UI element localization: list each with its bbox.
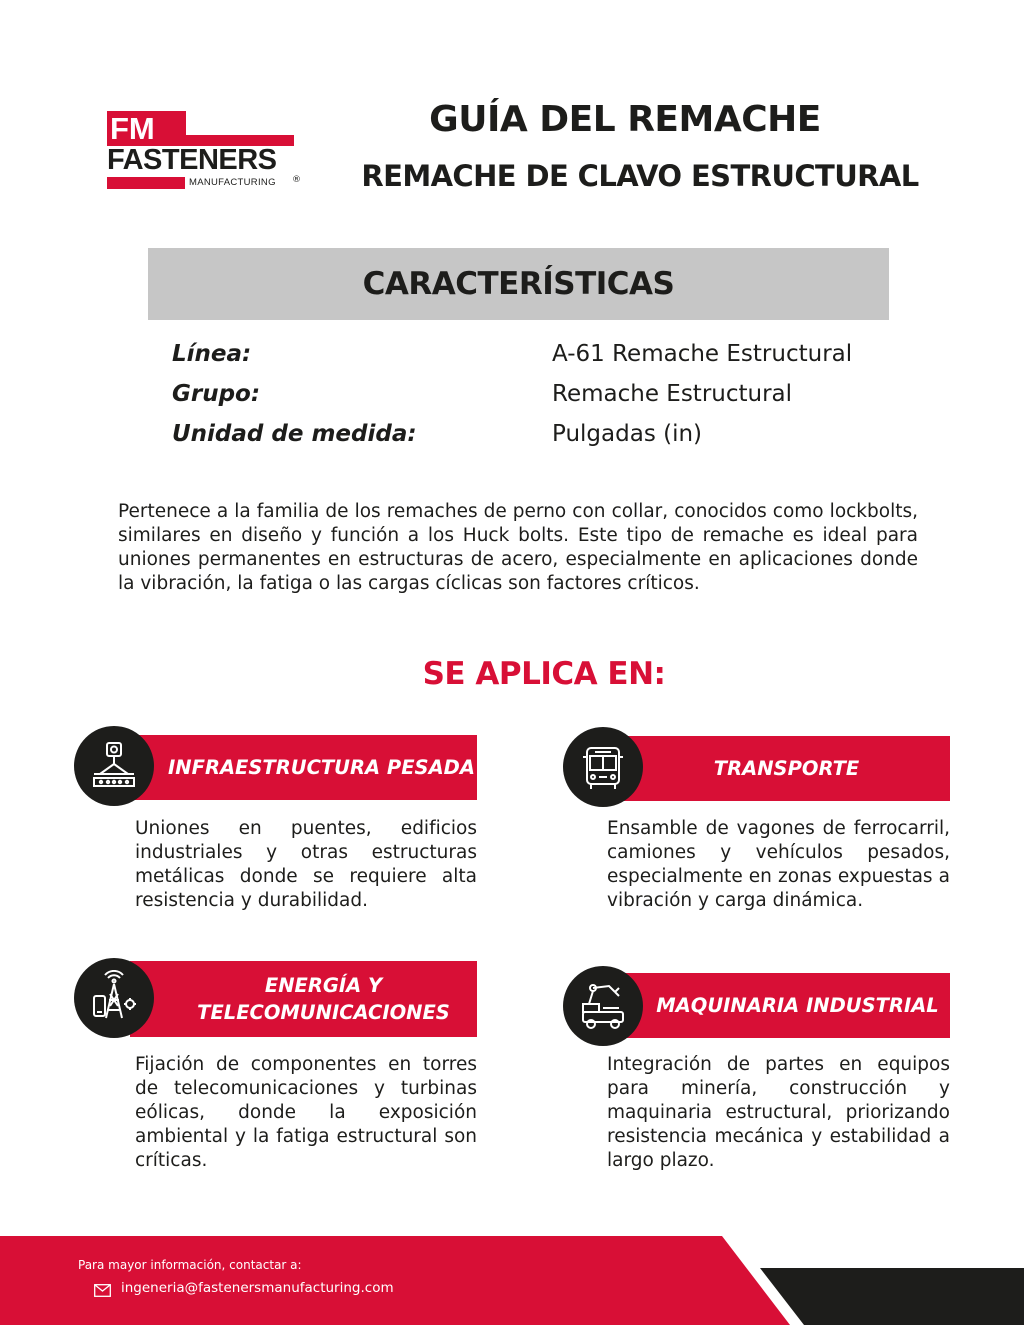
telecom-tower-icon <box>74 958 154 1038</box>
characteristics-header <box>148 248 889 320</box>
application-text-transport: Ensamble de vagones de ferrocarril, camiones y vehículos pesados, especialmente en zonas expuestas a vibración y carga dinámica. <box>607 818 950 911</box>
application-heading-energy: ENERGÍA Y TELECOMUNICACIONES <box>130 961 477 1037</box>
characteristic-value: Pulgadas (in) <box>552 421 703 447</box>
footer-email-link[interactable]: ingeneria@fastenersmanufacturing.com <box>121 1280 394 1296</box>
application-text-infrastructure: Uniones en puentes, edificios industriales y otras estructuras metálicas donde se requiere alta resistencia y durabilidad. <box>135 818 477 911</box>
footer-band <box>0 1236 790 1325</box>
characteristics-row-unit <box>172 421 892 457</box>
industrial-machine-icon <box>563 966 643 1046</box>
applications-title: SE APLICA EN: <box>422 656 666 692</box>
logo-registered-mark: ® <box>292 175 301 185</box>
characteristics-title: CARACTERÍSTICAS <box>362 266 675 302</box>
page-subtitle: REMACHE DE CLAVO ESTRUCTURAL <box>361 159 919 193</box>
logo-accent-bar <box>107 177 185 189</box>
footer-accent <box>760 1268 1024 1325</box>
characteristics-row-group <box>172 381 892 417</box>
application-text-energy: Fijación de componentes en torres de telecomunicaciones y turbinas eólicas, donde la exposición ambiental y la fatiga estructural son críticas. <box>135 1054 477 1171</box>
characteristic-label: Unidad de medida: <box>172 421 417 447</box>
application-heading-transport: TRANSPORTE <box>605 736 950 801</box>
bus-icon <box>563 727 643 807</box>
page-title: GUÍA DEL REMACHE <box>429 99 821 140</box>
application-heading-machinery: MAQUINARIA INDUSTRIAL <box>605 973 950 1038</box>
characteristic-value: A-61 Remache Estructural <box>552 341 853 367</box>
application-heading-infrastructure: INFRAESTRUCTURA PESADA <box>130 735 477 800</box>
application-text-machinery: Integración de partes en equipos para minería, construcción y maquinaria estructural, priorizando resistencia mecánica y estabilidad a largo plazo. <box>607 1054 950 1171</box>
characteristic-label: Grupo: <box>172 381 261 407</box>
product-description: Pertenece a la familia de los remaches de perno con collar, conocidos como lockbolts, similares en diseño y función a los Huck bolts. Este tipo de remache es ideal para uniones permanentes en estructuras de acero, especialmente en aplicaciones donde la vibración, la fatiga o las cargas cíclicas son factores críticos. <box>118 501 918 594</box>
mail-icon <box>94 1282 111 1301</box>
company-logo <box>107 111 302 193</box>
characteristic-value: Remache Estructural <box>552 381 793 407</box>
crane-beam-icon <box>74 726 154 806</box>
logo-subtitle: MANUFACTURING <box>189 177 276 188</box>
characteristics-row-line <box>172 341 892 377</box>
logo-name: FASTENERS <box>107 144 277 176</box>
logo-fm: FM <box>107 111 186 146</box>
footer-contact-label: Para mayor información, contactar a: <box>78 1258 302 1272</box>
characteristic-label: Línea: <box>172 341 252 367</box>
